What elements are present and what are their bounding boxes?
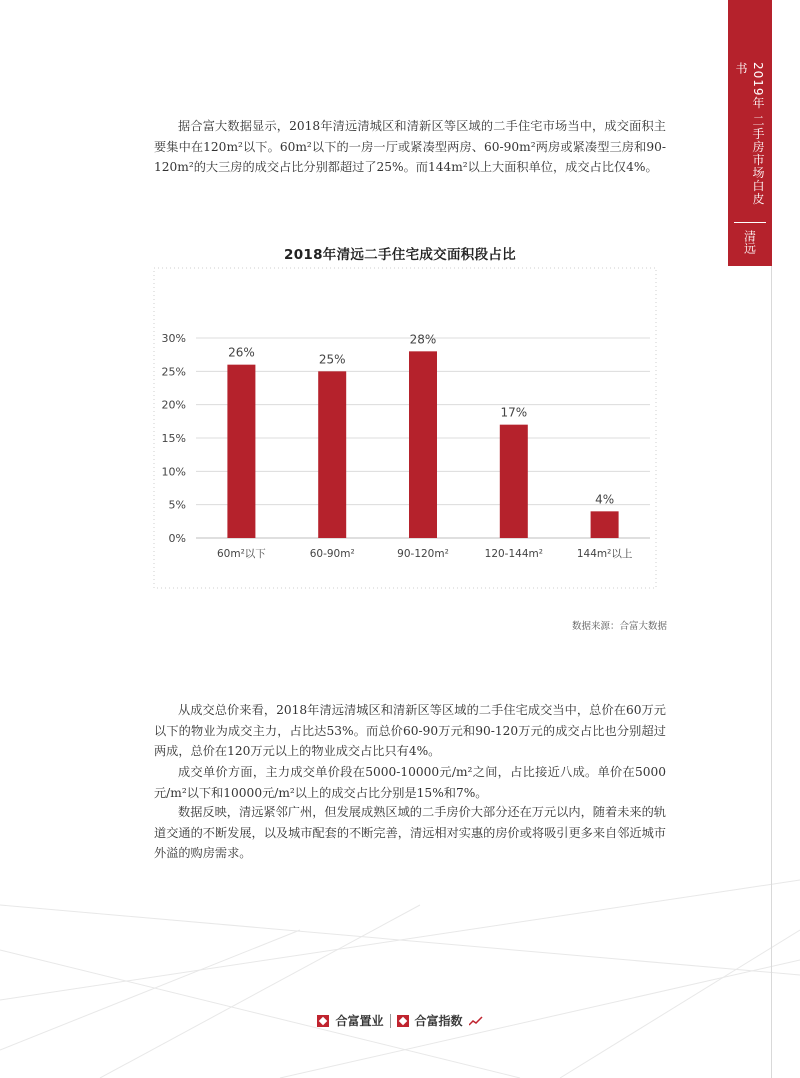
- footer-separator: [390, 1014, 391, 1028]
- trend-icon: [469, 1016, 483, 1026]
- y-tick-label: 20%: [161, 398, 186, 412]
- y-tick-label: 10%: [161, 465, 186, 479]
- footer-brand2: 合富指数: [414, 1014, 463, 1028]
- index-logo-icon: [397, 1015, 409, 1027]
- side-tab-title: 2019年 二手房市场白皮书: [734, 62, 765, 206]
- bar: [500, 425, 528, 538]
- bar: [409, 351, 437, 538]
- y-tick-label: 25%: [161, 365, 186, 379]
- footer-brand1: 合富置业: [335, 1014, 384, 1028]
- chart-title: 2018年清远二手住宅成交面积段占比: [284, 247, 516, 263]
- bar-value-label: 25%: [318, 352, 346, 367]
- data-source: 数据来源：合富大数据: [571, 621, 667, 632]
- bar-value-label: 4%: [595, 492, 615, 507]
- brand-logo-icon: [317, 1015, 329, 1027]
- bar: [591, 511, 619, 538]
- paragraph-unit-price: 成交单价方面，主力成交单价段在5000-10000元/m²之间，占比接近八成。单价在5000元/m²以下和10000元/m²以上的成交占比分别是15%和7%。: [154, 765, 666, 800]
- x-tick-label: 60-90m²: [309, 548, 355, 560]
- bar-value-label: 17%: [500, 405, 528, 420]
- y-tick-label: 30%: [161, 332, 186, 345]
- x-tick-label: 90-120m²: [397, 548, 449, 560]
- x-tick-label: 60m²以下: [216, 548, 266, 560]
- bar: [227, 365, 255, 538]
- bar: [318, 371, 346, 538]
- bar-value-label: 26%: [228, 345, 255, 360]
- paragraph-conclusion: 数据反映，清远紧邻广州，但发展成熟区域的二手房价大部分还在万元以内，随着未来的轨道交通的不断发展，以及城市配套的不断完善，清远相对实惠的房价或将吸引更多来自邻近城市外溢的购房需求。: [154, 805, 666, 860]
- bar-value-label: 28%: [409, 332, 437, 347]
- y-tick-label: 0%: [168, 532, 186, 545]
- y-tick-label: 15%: [161, 432, 186, 445]
- paragraph-total-price: 从成交总价来看，2018年清远清城区和清新区等区域的二手住宅成交当中，总价在60万元以下的物业为成交主力，占比达53%。而总价60-90万元和90-120万元的成交占比也分别超过两成，总价在120万元以上的物业成交占比只有4%。: [154, 703, 666, 758]
- paragraph-area-intro: 据合富大数据显示，2018年清远清城区和清新区等区域的二手住宅市场当中，成交面积主要集中在120m²以下。60m²以下的一房一厅或紧凑型两房、60-90m²两房或紧凑型三房和90-120m²的大三房的成交占比分别都超过了25%。而144m²以上大面积单位，成交占比仅4%。: [154, 119, 666, 174]
- x-tick-label: 144m²以上: [576, 548, 633, 560]
- y-tick-label: 5%: [168, 498, 186, 512]
- side-tab-city: 清远: [742, 230, 757, 254]
- x-tick-label: 120-144m²: [484, 548, 543, 560]
- footer: [0, 1012, 800, 1029]
